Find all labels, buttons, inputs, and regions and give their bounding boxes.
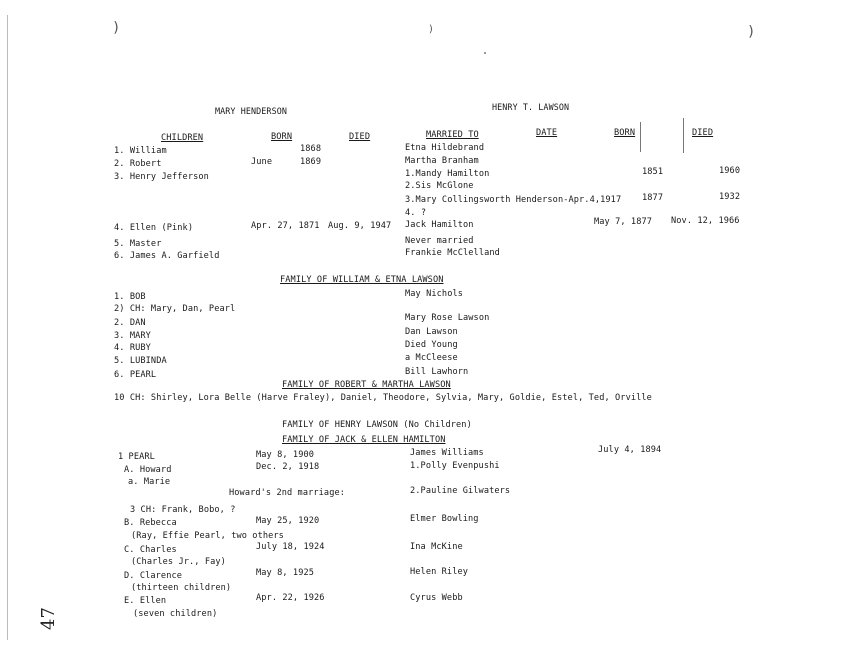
child-name: 2) CH: Mary, Dan, Pearl bbox=[114, 304, 236, 314]
child-name: 5. Master bbox=[114, 239, 162, 249]
spouse-name: Ina McKine bbox=[410, 542, 463, 552]
scan-edge-line bbox=[7, 15, 8, 640]
child-note: (thirteen children) bbox=[131, 583, 232, 593]
spouse-name: Frankie McClelland bbox=[405, 248, 500, 258]
child-name: 1. William bbox=[114, 146, 167, 156]
child-name: a. Marie bbox=[128, 477, 171, 487]
child-born: Apr. 22, 1926 bbox=[256, 593, 325, 603]
spouse-name: James Williams bbox=[410, 448, 484, 458]
child-note: (seven children) bbox=[133, 609, 218, 619]
spouse-name: 3.Mary Collingsworth Henderson-Apr.4,1917 bbox=[405, 195, 622, 205]
spouse-died: 1960 bbox=[719, 166, 741, 176]
spouse-name: Martha Branham bbox=[405, 156, 479, 166]
spouse-name: Never married bbox=[405, 236, 474, 246]
mother-name: MARY HENDERSON bbox=[215, 106, 287, 116]
child-born: Apr. 27, 1871 bbox=[251, 221, 320, 231]
spouse-died: 1932 bbox=[719, 192, 741, 202]
section-title: FAMILY OF JACK & ELLEN HAMILTON bbox=[282, 435, 446, 445]
spouse-name: 2.Sis McGlone bbox=[405, 181, 474, 191]
child-born: Dec. 2, 1918 bbox=[256, 462, 320, 472]
father-name: HENRY T. LAWSON bbox=[492, 102, 570, 112]
spouse-born: 1877 bbox=[642, 193, 664, 203]
child-name: B. Rebecca bbox=[124, 518, 177, 528]
section-title: FAMILY OF HENRY LAWSON (No Children) bbox=[282, 420, 472, 430]
child-name: D. Clarence bbox=[124, 571, 183, 581]
spouse-name: 1.Mandy Hamilton bbox=[405, 169, 490, 179]
spouse-name: Mary Rose Lawson bbox=[405, 313, 490, 323]
child-name: 4. Ellen (Pink) bbox=[114, 223, 194, 233]
col-date: DATE bbox=[536, 128, 558, 138]
scan-dot bbox=[484, 52, 486, 54]
marriage-date: July 4, 1894 bbox=[598, 445, 662, 455]
child-name: 3. Henry Jefferson bbox=[114, 172, 209, 182]
children-list: 10 CH: Shirley, Lora Belle (Harve Fraley), Daniel, Theodore, Sylvia, Mary, Goldie, Estel, Ted, Orville bbox=[114, 393, 652, 403]
child-name: 1. BOB bbox=[114, 292, 146, 302]
spouse-name: Dan Lawson bbox=[405, 327, 458, 337]
child-born: July 18, 1924 bbox=[256, 542, 325, 552]
spouse-name: May Nichols bbox=[405, 289, 464, 299]
child-born: 1868 bbox=[300, 144, 322, 154]
child-name: 3 CH: Frank, Bobo, ? bbox=[130, 505, 236, 515]
note-text: Howard's 2nd marriage: bbox=[229, 488, 346, 498]
child-name: A. Howard bbox=[124, 465, 172, 475]
child-name: E. Ellen bbox=[124, 596, 167, 606]
scan-mark: ) bbox=[747, 24, 756, 40]
spouse-name: 1.Polly Evenpushi bbox=[410, 461, 500, 471]
spouse-name: Elmer Bowling bbox=[410, 514, 479, 524]
child-note: (Charles Jr., Fay) bbox=[131, 557, 226, 567]
child-note: (Ray, Effie Pearl, two others bbox=[131, 531, 284, 541]
spouse-name: Etna Hildebrand bbox=[405, 143, 485, 153]
spouse-name: a McCleese bbox=[405, 353, 458, 363]
spouse-name: Cyrus Webb bbox=[410, 593, 463, 603]
spouse-born: May 7, 1877 bbox=[594, 217, 653, 227]
child-name: 6. PEARL bbox=[114, 370, 157, 380]
scan-mark: ) bbox=[112, 20, 121, 36]
spouse-born: 1851 bbox=[642, 167, 664, 177]
spouse-name: 2.Pauline Gilwaters bbox=[410, 486, 511, 496]
section-title: FAMILY OF ROBERT & MARTHA LAWSON bbox=[282, 380, 451, 390]
child-name: 1 PEARL bbox=[118, 452, 155, 462]
child-name: 6. James A. Garfield bbox=[114, 251, 220, 261]
spouse-name: Helen Riley bbox=[410, 567, 469, 577]
spouse-name: 4. ? bbox=[405, 208, 427, 218]
col-died: DIED bbox=[349, 132, 371, 142]
child-born: May 8, 1900 bbox=[256, 450, 315, 460]
child-name: 3. MARY bbox=[114, 331, 151, 341]
col-born: BORN bbox=[271, 132, 293, 142]
col-married-to: MARRIED TO bbox=[426, 130, 479, 140]
spouse-name: Died Young bbox=[405, 340, 458, 350]
col-died-2: DIED bbox=[692, 128, 714, 138]
column-rule bbox=[683, 118, 684, 153]
child-born: 1869 bbox=[300, 157, 322, 167]
section-title: FAMILY OF WILLIAM & ETNA LAWSON bbox=[280, 275, 444, 285]
child-born-month: June bbox=[251, 157, 273, 167]
child-name: 4. RUBY bbox=[114, 343, 151, 353]
spouse-name: Bill Lawhorn bbox=[405, 367, 469, 377]
child-name: C. Charles bbox=[124, 545, 177, 555]
child-name: 2. Robert bbox=[114, 159, 162, 169]
col-children: CHILDREN bbox=[161, 133, 204, 143]
scan-mark: ) bbox=[428, 24, 435, 35]
spouse-name: Jack Hamilton bbox=[405, 220, 474, 230]
child-died: Aug. 9, 1947 bbox=[328, 221, 392, 231]
child-name: 5. LUBINDA bbox=[114, 356, 167, 366]
child-name: 2. DAN bbox=[114, 318, 146, 328]
column-rule bbox=[640, 122, 641, 152]
child-born: May 25, 1920 bbox=[256, 516, 320, 526]
col-born-2: BORN bbox=[614, 128, 636, 138]
page-number: 47 bbox=[38, 606, 59, 630]
spouse-died: Nov. 12, 1966 bbox=[671, 216, 740, 226]
child-born: May 8, 1925 bbox=[256, 568, 315, 578]
